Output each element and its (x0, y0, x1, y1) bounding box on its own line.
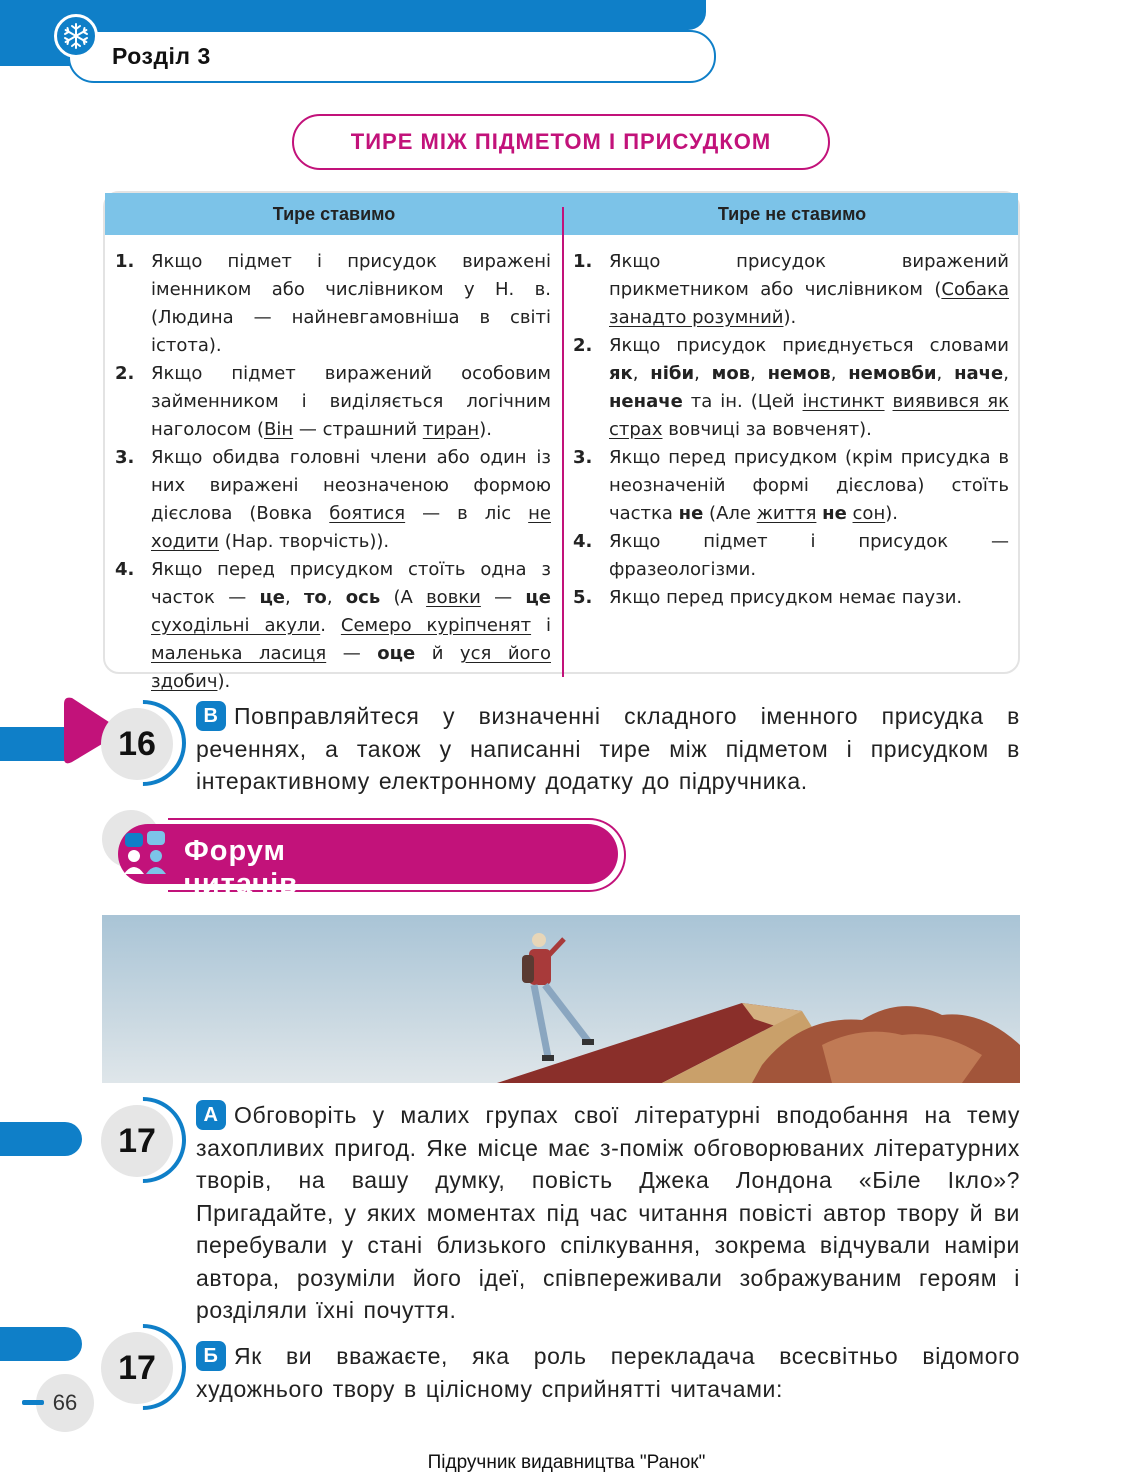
rule-number: 4. (573, 531, 593, 552)
rule-item (115, 360, 551, 444)
header-band (0, 0, 706, 30)
rule-text: Якщо перед присудком немає паузи. (609, 587, 963, 608)
task-body: Як ви вважаєте, яка роль перекладача всесвітньо відомого художнього твору в цілісному сприйнятті читачами: (196, 1343, 1020, 1402)
page-number: 66 (36, 1374, 94, 1432)
rule-item (573, 332, 1009, 444)
rule-item (115, 556, 551, 696)
table-header-dash: Тире ставимо (272, 204, 396, 224)
rule-number: 5. (573, 587, 593, 608)
table-divider (562, 207, 564, 677)
rule-number: 2. (115, 363, 135, 384)
rule-number: 3. (115, 447, 135, 468)
rule-item (573, 444, 1009, 528)
task-number: 16 (101, 708, 173, 780)
rule-item (573, 584, 1009, 612)
task-17a-text (196, 1099, 1020, 1327)
illustration-man-on-book (102, 915, 1020, 1083)
task-marker-bar (0, 1327, 82, 1361)
publisher-footer: Підручник видавництва "Ранок" (427, 1452, 706, 1473)
table-header-no-dash: Тире не ставимо (717, 204, 867, 224)
task-marker-bar (0, 1122, 82, 1156)
rule-item (115, 444, 551, 556)
rule-item (115, 248, 551, 360)
rule-text: Якщо обидва головні члени або один із них виражені неозначеною формою дієслова (Вовка боятися — в ліс не ходити (Нар. творчість)). (151, 447, 551, 552)
rule-number: 1. (573, 251, 593, 272)
section-label: Розділ 3 (112, 43, 211, 69)
dash-rules-list (115, 248, 551, 696)
topic-title-frame (292, 114, 830, 170)
rules-table (103, 191, 1020, 692)
forum-title: Форум читачів (184, 835, 298, 900)
task-badge: А (196, 1100, 226, 1130)
task-badge: Б (196, 1341, 226, 1371)
rule-text: Якщо перед присудком (крім присудка в неозначеній формі дієслова) стоїть частка не (Але життя не сон). (609, 447, 1009, 524)
rule-text: Якщо підмет і присудок — фразеологізми. (609, 531, 1009, 580)
rule-text: Якщо підмет і присудок виражені іменником або числівником у Н. в. (Людина — найневгамовніша в світі істота). (151, 251, 551, 356)
rule-text: Якщо присудок виражений прикметником або числівником (Собака занадто розумний). (609, 251, 1009, 328)
rule-number: 3. (573, 447, 593, 468)
task-16-text (196, 700, 1020, 798)
task-number: 17 (101, 1332, 173, 1404)
task-number: 17 (101, 1105, 173, 1177)
page-number-dash (22, 1400, 44, 1405)
snowflake-icon (54, 14, 98, 58)
task-badge: В (196, 701, 226, 731)
rule-text: Якщо присудок приєднується словами як, ніби, мов, немов, немовби, наче, неначе та ін. (Цей інстинкт виявився як страх вовчиці за вовченят). (609, 335, 1009, 440)
task-17b-text (196, 1340, 1020, 1405)
rule-number: 1. (115, 251, 135, 272)
rule-number: 4. (115, 559, 135, 580)
rule-text: Якщо перед присудком стоїть одна з часток — це, то, ось (А вовки — це суходільні акули. Семеро куріпченят і маленька ласиця — оце й уся його здобич). (151, 559, 551, 692)
forum-people-icon (122, 828, 168, 876)
task-body: Обговоріть у малих групах свої літературні вподобання на тему захопливих пригод. Яке місце має з-поміж обговорюваних літературних творів, на вашу думку, повість Джека Лондона «Біле Ікло»? Пригадайте, у яких моментах під час читання повісті автор твору й ви перебували у стані близького спілкування, зокрема відчували наміри автора, розуміли його ідеї, співпереживали зображуваним героям і розділяли їхні почуття. (196, 1102, 1020, 1323)
rule-text: Якщо підмет виражений особовим займенником і виділяється логічним наголосом (Він — страшний тиран). (151, 363, 551, 440)
topic-title: ТИРЕ МІЖ ПІДМЕТОМ І ПРИСУДКОМ (350, 129, 772, 154)
no-dash-rules-list (573, 248, 1009, 612)
rule-item (573, 528, 1009, 584)
task-body: Повправляйтеся у визначенні складного іменного присудка в реченнях, а також у написанні тире між підметом і присудком в інтерактивному електронному додатку до підручника. (196, 703, 1020, 794)
rule-number: 2. (573, 335, 593, 356)
rule-item (573, 248, 1009, 332)
